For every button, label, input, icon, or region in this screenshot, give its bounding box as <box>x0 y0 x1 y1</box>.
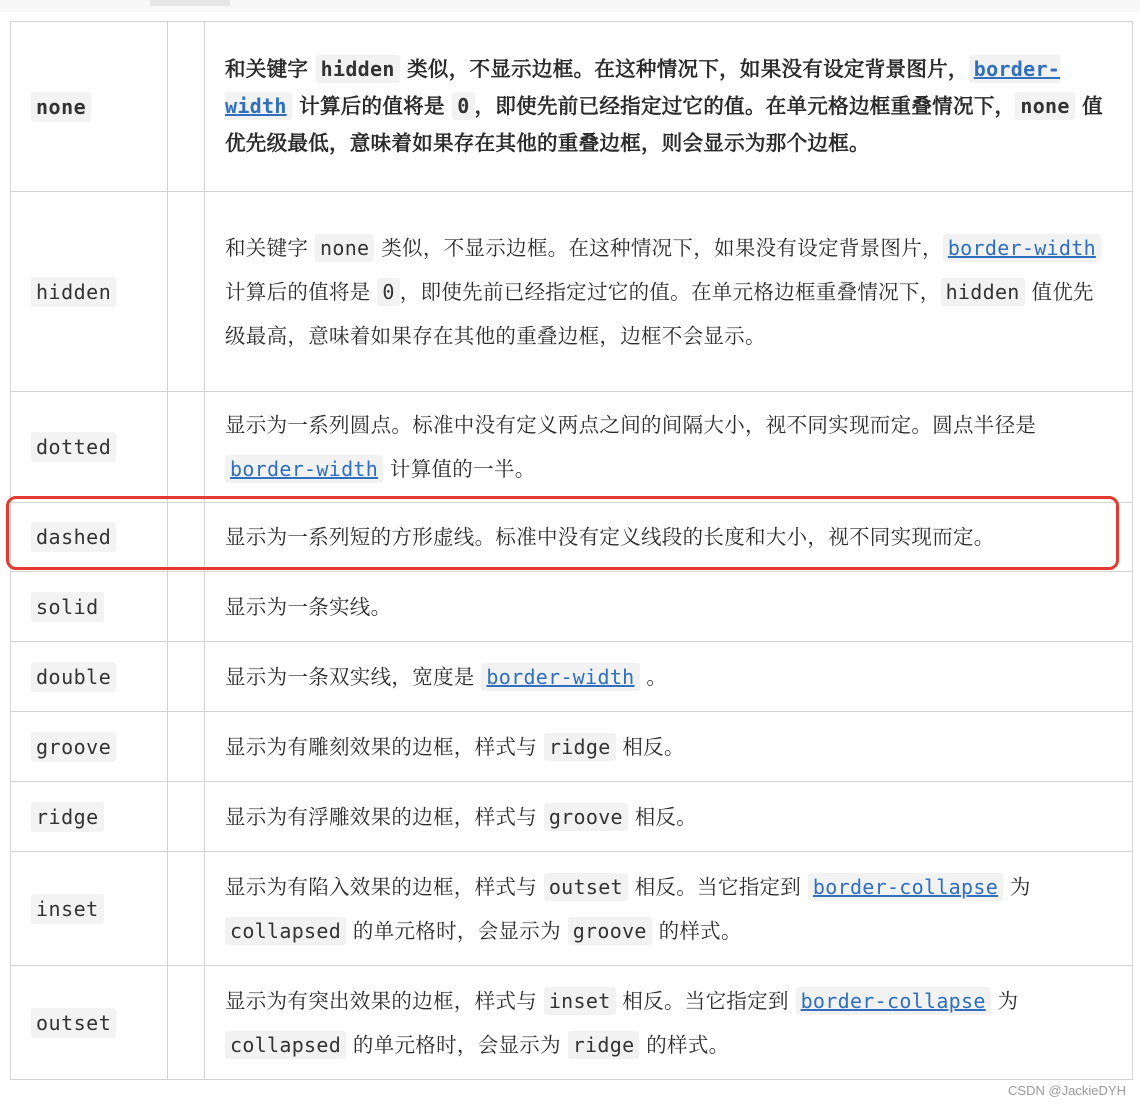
description-text <box>225 865 1106 953</box>
description-cell <box>205 782 1133 852</box>
table-row <box>11 966 1133 1080</box>
table-row <box>11 503 1133 572</box>
inline-code: 0 <box>377 278 399 306</box>
description-fragment: 的样式。 <box>639 1032 730 1057</box>
description-text <box>225 979 1106 1067</box>
keyword-cell <box>11 22 168 192</box>
description-text <box>225 655 1106 699</box>
doc-link[interactable]: border-width <box>225 455 383 483</box>
keyword-dotted: dotted <box>31 432 116 462</box>
description-fragment: 显示为有雕刻效果的边框，样式与 <box>225 734 544 759</box>
keyword-groove: groove <box>31 732 116 762</box>
description-fragment: 。 <box>639 664 668 689</box>
description-fragment: 类似，不显示边框。在这种情况下，如果没有设定背景图片， <box>374 235 943 260</box>
keyword-cell <box>11 642 168 712</box>
keyword-dashed: dashed <box>31 522 116 552</box>
table-row <box>11 852 1133 966</box>
description-fragment: 的单元格时，会显示为 <box>346 1032 568 1057</box>
description-fragment: 显示为一系列短的方形虚线。标准中没有定义线段的长度和大小，视不同实现而定。 <box>225 525 995 549</box>
description-fragment: 为 <box>1003 874 1031 899</box>
description-cell <box>205 22 1133 192</box>
description-fragment: 计算后的值将是 <box>225 279 378 304</box>
doc-link[interactable]: border-width <box>481 663 639 691</box>
description-fragment: 值优先级最高，意味着如果存在其他的重叠边框，边框不会显示。 <box>225 279 1094 348</box>
description-fragment: 值优先级最低，意味着如果存在其他的重叠边框，则会显示为那个边框。 <box>225 94 1103 155</box>
description-cell <box>205 572 1133 642</box>
description-cell <box>205 642 1133 712</box>
doc-link[interactable]: border-collapse <box>796 987 991 1015</box>
inline-code: collapsed <box>225 1031 346 1059</box>
table-row <box>11 642 1133 712</box>
description-text <box>225 515 1106 559</box>
inline-code: groove <box>568 917 652 945</box>
description-fragment: 类似，不显示边框。在这种情况下，如果没有设定背景图片， <box>399 57 969 81</box>
keyword-cell <box>11 712 168 782</box>
keyword-cell <box>11 192 168 392</box>
keyword-cell <box>11 503 168 572</box>
description-text <box>225 725 1106 769</box>
inline-code: hidden <box>316 55 400 83</box>
border-style-table <box>10 21 1133 1080</box>
description-cell <box>205 966 1133 1080</box>
description-text <box>225 403 1106 491</box>
spacer-cell <box>168 642 205 712</box>
description-cell <box>205 712 1133 782</box>
table-row <box>11 392 1133 503</box>
description-fragment: ，即使先前已经指定过它的值。在单元格边框重叠情况下， <box>474 94 1016 118</box>
keyword-cell <box>11 966 168 1080</box>
description-fragment: 计算后的值将是 <box>291 94 453 118</box>
keyword-cell <box>11 852 168 966</box>
description-cell <box>205 392 1133 503</box>
spacer-cell <box>168 192 205 392</box>
top-edge-tick <box>150 0 230 6</box>
spacer-cell <box>168 572 205 642</box>
description-cell <box>205 192 1133 392</box>
keyword-cell <box>11 572 168 642</box>
keyword-cell <box>11 392 168 503</box>
table-row <box>11 572 1133 642</box>
doc-link[interactable]: border-width <box>225 57 1061 118</box>
description-fragment: 显示为有突出效果的边框，样式与 <box>225 988 544 1013</box>
inline-code: hidden <box>941 278 1025 306</box>
spacer-cell <box>168 503 205 572</box>
description-fragment: 相反。 <box>627 804 698 829</box>
doc-link[interactable]: border-collapse <box>808 873 1003 901</box>
inline-code: none <box>1015 92 1074 120</box>
description-fragment: 和关键字 <box>225 235 316 260</box>
spacer-cell <box>168 966 205 1080</box>
description-fragment: 显示为有浮雕效果的边框，样式与 <box>225 804 544 829</box>
keyword-ridge: ridge <box>31 802 104 832</box>
description-fragment: 相反。 <box>615 734 685 759</box>
description-cell <box>205 503 1133 572</box>
keyword-none: none <box>31 92 91 122</box>
description-text <box>225 585 1106 629</box>
description-fragment: 和关键字 <box>225 57 316 81</box>
spacer-cell <box>168 22 205 192</box>
description-fragment: 显示为一条双实线，宽度是 <box>225 664 482 689</box>
description-fragment: 的单元格时，会显示为 <box>346 918 568 943</box>
table-row <box>11 782 1133 852</box>
description-text <box>225 226 1106 358</box>
description-fragment: 相反。当它指定到 <box>627 874 808 899</box>
spacer-cell <box>168 782 205 852</box>
table-row <box>11 712 1133 782</box>
inline-code: none <box>315 234 374 262</box>
inline-code: ridge <box>544 733 616 761</box>
spacer-cell <box>168 712 205 782</box>
description-fragment: 显示为一条实线。 <box>225 594 392 619</box>
keyword-outset: outset <box>31 1008 116 1038</box>
table-row <box>11 192 1133 392</box>
keyword-double: double <box>31 662 116 692</box>
inline-code: outset <box>544 873 628 901</box>
description-fragment: 显示为一系列圆点。标准中没有定义两点之间的间隔大小，视不同实现而定。圆点半径是 <box>225 413 1037 437</box>
description-text <box>225 51 1106 162</box>
spacer-cell <box>168 392 205 503</box>
description-fragment: 相反。当它指定到 <box>615 988 796 1013</box>
inline-code: collapsed <box>225 917 346 945</box>
description-text <box>225 795 1106 839</box>
description-fragment: 计算值的一半。 <box>383 457 536 481</box>
inline-code: groove <box>544 803 628 831</box>
inline-code: ridge <box>568 1031 640 1059</box>
description-fragment: 的样式。 <box>651 918 742 943</box>
watermark: CSDN @JackieDYH <box>1008 1083 1126 1098</box>
description-fragment: ，即使先前已经指定过它的值。在单元格边框重叠情况下， <box>399 279 941 304</box>
keyword-hidden: hidden <box>31 277 116 307</box>
description-cell <box>205 852 1133 966</box>
description-fragment: 显示为有陷入效果的边框，样式与 <box>225 874 544 899</box>
keyword-cell <box>11 782 168 852</box>
keyword-inset: inset <box>31 894 104 924</box>
table-row <box>11 22 1133 192</box>
inline-code: inset <box>544 987 616 1015</box>
keyword-solid: solid <box>31 592 104 622</box>
doc-link[interactable]: border-width <box>943 234 1101 262</box>
top-edge <box>0 0 1140 12</box>
description-fragment: 为 <box>990 988 1019 1013</box>
spacer-cell <box>168 852 205 966</box>
inline-code: 0 <box>452 92 474 120</box>
